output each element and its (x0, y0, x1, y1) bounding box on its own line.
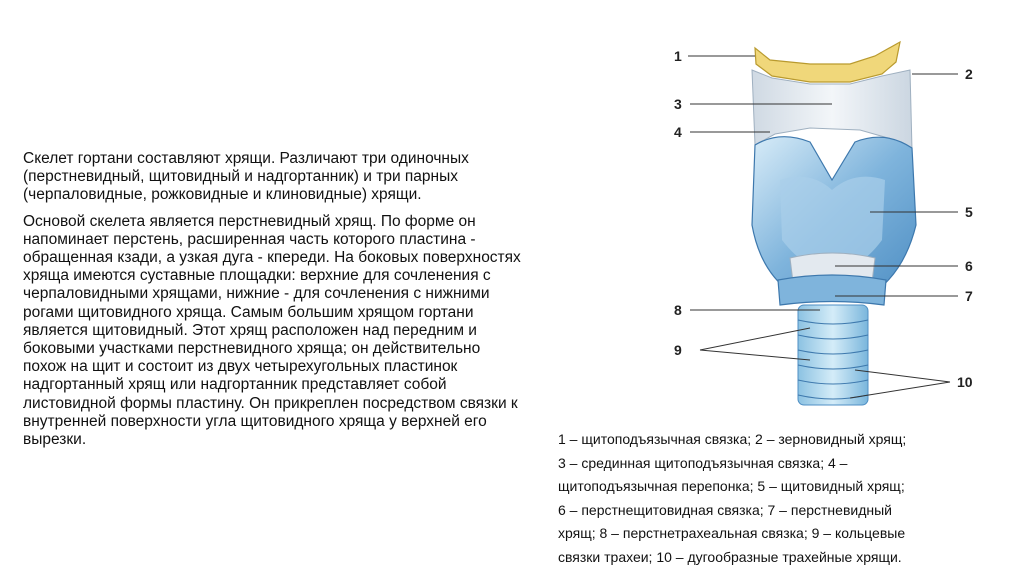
label-2: 2 (965, 66, 973, 82)
caption-line: 3 – срединная щитоподъязычная связка; 4 – (558, 454, 848, 471)
caption-line: 1 – щитоподъязычная связка; 2 – зерновидный хрящ; (558, 431, 907, 447)
paragraph-1: Скелет гортани составляют хрящи. Различают три одиночных (перстневидный, щитовидный и надгортанник) и три парных (черпаловидные, рожковидные и клиновидные) хрящи. (23, 150, 469, 204)
cricoid-cartilage (778, 275, 886, 305)
body-text (23, 150, 523, 457)
caption-line: связки трахеи; 10 – дугообразные трахейные хрящи. (558, 548, 902, 565)
figure-caption (558, 428, 998, 569)
label-3: 3 (674, 96, 682, 112)
label-8: 8 (674, 302, 682, 318)
paragraph-2: Основой скелета является перстневидный хрящ. По форме он напоминает перстень, расширенная часть которого пластина - обращенная кзади, а узкая дуга - кпереди. На боковых поверхностях хряща имеются суставные площадки: верхние для сочленения с черпаловидными хрящами, нижние - для сочленения с нижними рогами щитовидного хряща. Самым большим хрящом гортани является щитовидный. Этот хрящ расположен над передним и боковыми участками перстневидного хряща; он действительно похож на щит и состоит из двух четырехугольных пластинок надгортанный хрящ или надгортанник представляет собой листовидной формы пластину. Он прикреплен посредством связки к внутренней поверхности угла щитовидного хряща у верхней его вырезки. (23, 212, 521, 449)
caption-line: щитоподъязычная перепонка; 5 – щитовидный хрящ; (558, 478, 905, 494)
label-9: 9 (674, 342, 682, 358)
label-5: 5 (965, 204, 973, 220)
caption-line: 6 – перстнещитовидная связка; 7 – перстневидный (558, 501, 892, 518)
label-1: 1 (674, 48, 682, 64)
label-10: 10 (957, 374, 973, 390)
larynx-illustration (660, 30, 1000, 420)
label-7: 7 (965, 288, 973, 304)
label-4: 4 (674, 124, 682, 140)
label-6: 6 (965, 258, 973, 274)
caption-line: хрящ; 8 – перстнетрахеальная связка; 9 – кольцевые (558, 525, 906, 541)
trachea (798, 305, 868, 405)
hyoid-bone (755, 42, 900, 82)
